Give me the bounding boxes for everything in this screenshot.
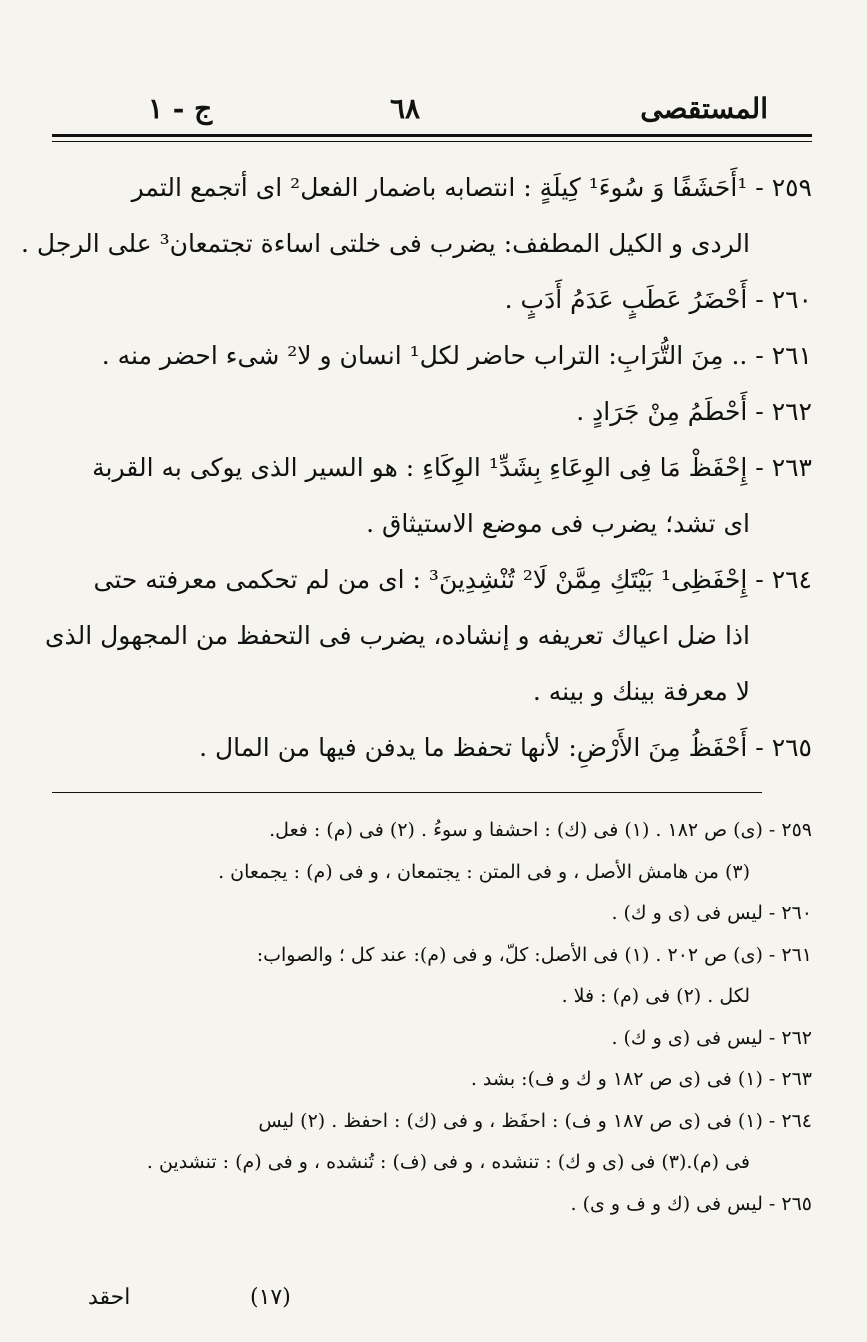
header-title: المستقصى [640, 92, 768, 125]
footnotes [52, 810, 812, 1225]
volume-label: ج - ١ [148, 92, 213, 125]
page-number: ٦٨ [390, 92, 421, 125]
text-line: اى تشد؛ يضرب فى موضع الاستيثاق . [366, 509, 750, 538]
text-line: ٢٦٥ - أَحْفَظُ مِنَ الأَرْضِ: لأنها تحفظ ما يدفن فيها من المال . [199, 733, 812, 762]
footnote-line: ٢٦١ - (ى) ص ٢٠٢ . (١) فى الأصل: كلّ، و فى (م): عند كل ؛ والصواب: [256, 943, 812, 966]
page-footer [60, 1285, 360, 1325]
text-line: ٢٦٤ - إِحْفَظِى¹ بَيْتَكِ مِمَّنْ لَا² تُنْشِدِينَ³ : اى من لم تحكمى معرفته حتى [93, 565, 812, 594]
text-line: ٢٦٣ - إِحْفَظْ مَا فِى الوِعَاءِ بِشَدِّ¹ الوِكَاءِ : هو السير الذى يوكى به القربة [92, 453, 812, 482]
text-line: ٢٦٢ - أَحْطَمُ مِنْ جَرَادٍ . [576, 397, 812, 426]
catchword: احقد [88, 1285, 131, 1310]
running-header [60, 92, 820, 132]
footnote-line: ٢٦٣ - (١) فى (ى ص ١٨٢ و ك و ف): بشد . [470, 1068, 812, 1090]
text-line: ٢٦٠ - أَحْضَرُ عَطَبٍ عَدَمُ أَدَبٍ . [504, 285, 812, 314]
footnote-line: ٢٦٢ - ليس فى (ى و ك) . [611, 1026, 812, 1049]
text-line: ٢٦١ - .. مِنَ التُّرَابِ: التراب حاضر لكل¹ انسان و لا² شىء احضر منه . [101, 341, 812, 370]
footnote-line: فى (م).(٣) فى (ى و ك) : تنشده ، و فى (ف) : تُنشده ، و فى (م) : تنشدين . [146, 1151, 750, 1173]
footnote-line: ٢٥٩ - (ى) ص ١٨٢ . (١) فى (ك) : احشفا و سوءُ . (٢) فى (م) : فعل. [269, 819, 812, 841]
header-rule-thick [52, 134, 812, 137]
footnote-line: ٢٦٥ - ليس فى (ك و ف و ى) . [570, 1192, 812, 1215]
text-line: الردى و الكيل المطفف: يضرب فى خلتى اساءة تجتمعان³ على الرجل . [21, 229, 750, 258]
main-text [21, 160, 812, 776]
text-line: ٢٥٩ - ¹أَحَشَفًا وَ سُوءَ¹ كِيلَةٍ : انتصابه باضمار الفعل² اى أتجمع التمر [131, 173, 812, 202]
text-line: اذا ضل اعياك تعريفه و إنشاده، يضرب فى التحفظ من المجهول الذى [44, 621, 750, 650]
signature-mark: (١٧) [250, 1285, 291, 1310]
footnote-line: ٢٦٠ - ليس فى (ى و ك) . [611, 902, 812, 924]
header-rule-thin [52, 141, 812, 142]
footnote-line: لكل . (٢) فى (م) : فلا . [561, 985, 750, 1007]
text-line: لا معرفة بينك و بينه . [532, 677, 750, 706]
footnote-line: ٢٦٤ - (١) فى (ى ص ١٨٧ و ف) : احفَظ ، و فى (ك) : احفظ . (٢) ليس [258, 1109, 812, 1132]
footnote-separator [52, 792, 762, 793]
footnote-line: (٣) من هامش الأصل ، و فى المتن : يجتمعان ، و فى (م) : يجمعان . [218, 860, 750, 883]
